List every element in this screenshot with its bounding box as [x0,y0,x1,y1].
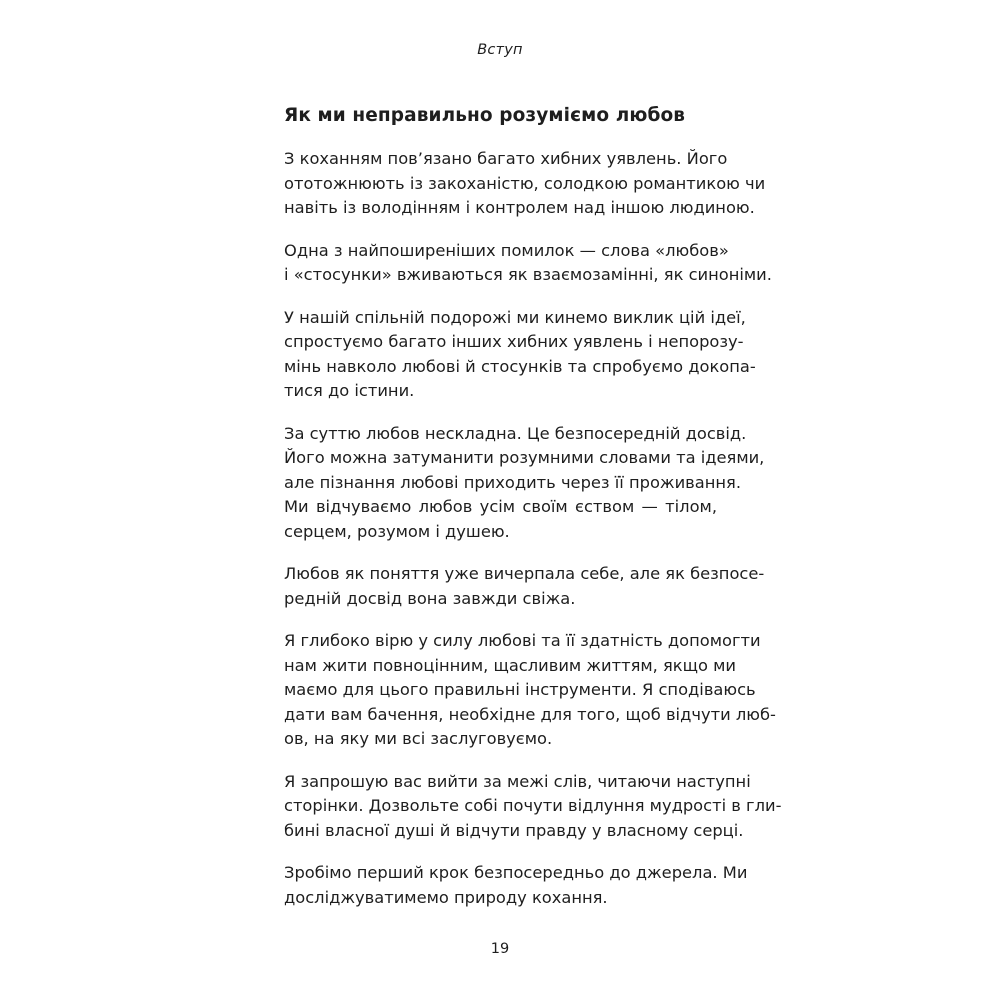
paragraph-line: Ми відчуваємо любов усім своїм єством — тілом, [284,497,717,516]
paragraph-line: нам жити повноцінним, щасливим життям, якщо ми [284,655,736,675]
page-body [284,103,782,910]
paragraph [284,770,782,844]
paragraph [284,306,756,404]
paragraph [284,147,766,221]
paragraph-line: Одна з найпоширеніших помилок — слова «любов» [284,240,729,260]
paragraph-line: Любов як поняття уже вичерпала себе, але як безпосе- [284,564,765,583]
page-number: 19 [490,941,510,957]
paragraph-line: З коханням пов’язано багато хибних уявлень. Його [284,149,728,168]
paragraph-line: Я запрошую вас вийти за межі слів, читаючи наступні [284,771,751,791]
paragraph [284,422,765,545]
paragraph-line: досліджуватимемо природу кохання. [284,887,608,907]
paragraph-line: У нашій спільній подорожі ми кинемо виклик цій ідеї, [284,307,746,327]
paragraph-line: навіть із володінням і контролем над іншою людиною. [284,198,755,217]
paragraph-line: ов, на яку ми всі заслуговуємо. [284,729,553,748]
paragraph-line: редній досвід вона завжди свіжа. [284,588,576,608]
paragraph-line: Я глибоко вірю у силу любові та її здатність допомогти [284,631,761,650]
paragraph [284,562,765,611]
paragraph-list [284,147,782,910]
paragraph-line: тися до істини. [284,381,415,400]
paragraph-line: За суттю любов несклaдна. Це безпосередній досвід. [284,423,747,443]
paragraph-line: спростуємо багато інших хибних уявлень і непорозу- [284,332,744,351]
paragraph-line: Зробімо перший крок безпосередньо до джерела. Ми [284,863,748,882]
paragraph-line: дати вам бачення, необхідне для того, щоб відчути люб- [284,704,776,724]
running-header: Вступ [477,42,523,58]
paragraph-line: Його можна затуманити розумними словами та ідеями, [284,448,765,467]
section-title: Як ми неправильно розуміємо любов [284,105,686,126]
paragraph-line: сторінки. Дозвольте собі почути відлуння мудрості в гли- [284,796,782,815]
paragraph [284,629,776,752]
paragraph-line: мінь навколо любові й стосунків та спробуємо докопа- [284,356,756,376]
paragraph-line: але пізнання любові приходить через її проживання. [284,472,742,492]
paragraph-line: бині власної душі й відчути правду у власному серці. [284,820,744,840]
paragraph [284,239,772,288]
paragraph-line: і «стосунки» вживаються як взаємозамінні, як синоніми. [284,265,772,284]
paragraph-line: серцем, розумом і душею. [284,521,510,541]
paragraph [284,861,748,910]
paragraph-line: ототожнюють із закоханістю, солодкою романтикою чи [284,173,766,193]
paragraph-line: маємо для цього правильні інструменти. Я сподіваюсь [284,680,756,699]
